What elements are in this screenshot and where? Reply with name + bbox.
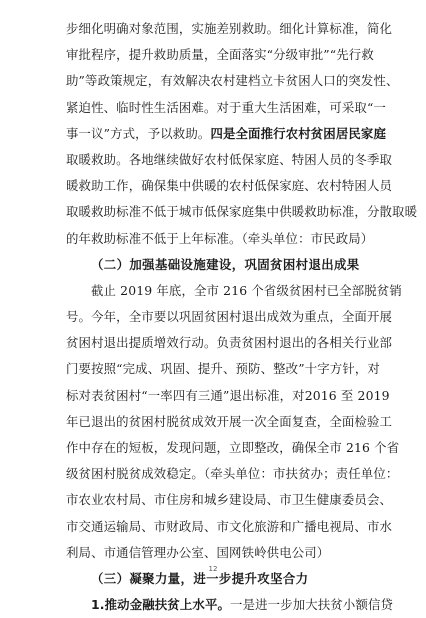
body-line: 暖救助工作，确保集中供暖的农村低保家庭、农村特困人员 — [66, 178, 393, 194]
body-line: 审批程序，提升救助质量，全面落实“分级审批”“先行救 — [66, 47, 374, 63]
body-line: 的年救助标准不低于上年标准。（牵头单位：市民政局） — [66, 230, 374, 246]
section-heading-3: （三）凝聚力量，进一步提升攻坚合力 — [91, 570, 309, 586]
body-line: 市交通运输局、市财政局、市文化旅游和广播电视局、市水 — [66, 518, 393, 534]
point-four-bold: 四是全面推行农村贫困居民家庭 — [210, 125, 387, 141]
body-line: 年已退出的贫困村脱贫成效开展一次全面复查，全面检验工 — [66, 413, 393, 429]
body-line: 级贫困村脱贫成效稳定。（牵头单位：市扶贫办；责任单位： — [66, 466, 399, 482]
body-line: 紧迫性、临时性生活困难。对于重大生活困难，可采取“一 — [66, 99, 386, 115]
item-one-text: 一是进一步加大扶贫小额信贷 — [230, 597, 394, 613]
body-line: 步细化明确对象范围，实施差别救助。细化计算标准，简化 — [66, 21, 393, 36]
body-line: 标对表贫困村“一率四有三通”退出标准，对2016 至 2019 — [66, 387, 390, 403]
body-line: 利局、市通信管理办公室、国网铁岭供电公司） — [66, 544, 330, 560]
body-line: 助”等政策规定，有效解决农村建档立卡贫困人口的突发性、 — [66, 73, 399, 89]
body-line: 市农业农村局、市住房和城乡建设局、市卫生健康委员会、 — [66, 492, 393, 508]
body-line: 贫困村退出提质增效行动。负责贫困村退出的各相关行业部 — [66, 335, 393, 351]
body-line: 门要按照“完成、巩固、提升、预防、整改”十字方针，对 — [66, 361, 380, 377]
body-line: 作中存在的短板，发现问题，立即整改，确保全市 216 个省 — [66, 440, 400, 455]
body-line — [66, 592, 394, 618]
body-line: 号。今年，全市要以巩固贫困村退出成效为重点，全面开展 — [66, 309, 393, 325]
item-one-title: 1.推动金融扶贫上水平。 — [91, 597, 231, 613]
body-line: 取暖救助。各地继续做好农村低保家庭、特困人员的冬季取 — [66, 151, 393, 167]
body-line: 取暖救助标准不低于城市低保家庭集中供暖救助标准，分散取暖 — [66, 204, 418, 220]
section-heading-2: （二）加强基础设施建设，巩固贫困村退出成果 — [91, 256, 360, 272]
page-number: 12 — [208, 565, 218, 573]
body-line: 截止 2019 年底，全市 216 个省级贫困村已全部脱贫销 — [91, 282, 402, 298]
body-line — [66, 121, 387, 147]
body-text: 事一议”方式，予以救助。 — [66, 125, 211, 141]
